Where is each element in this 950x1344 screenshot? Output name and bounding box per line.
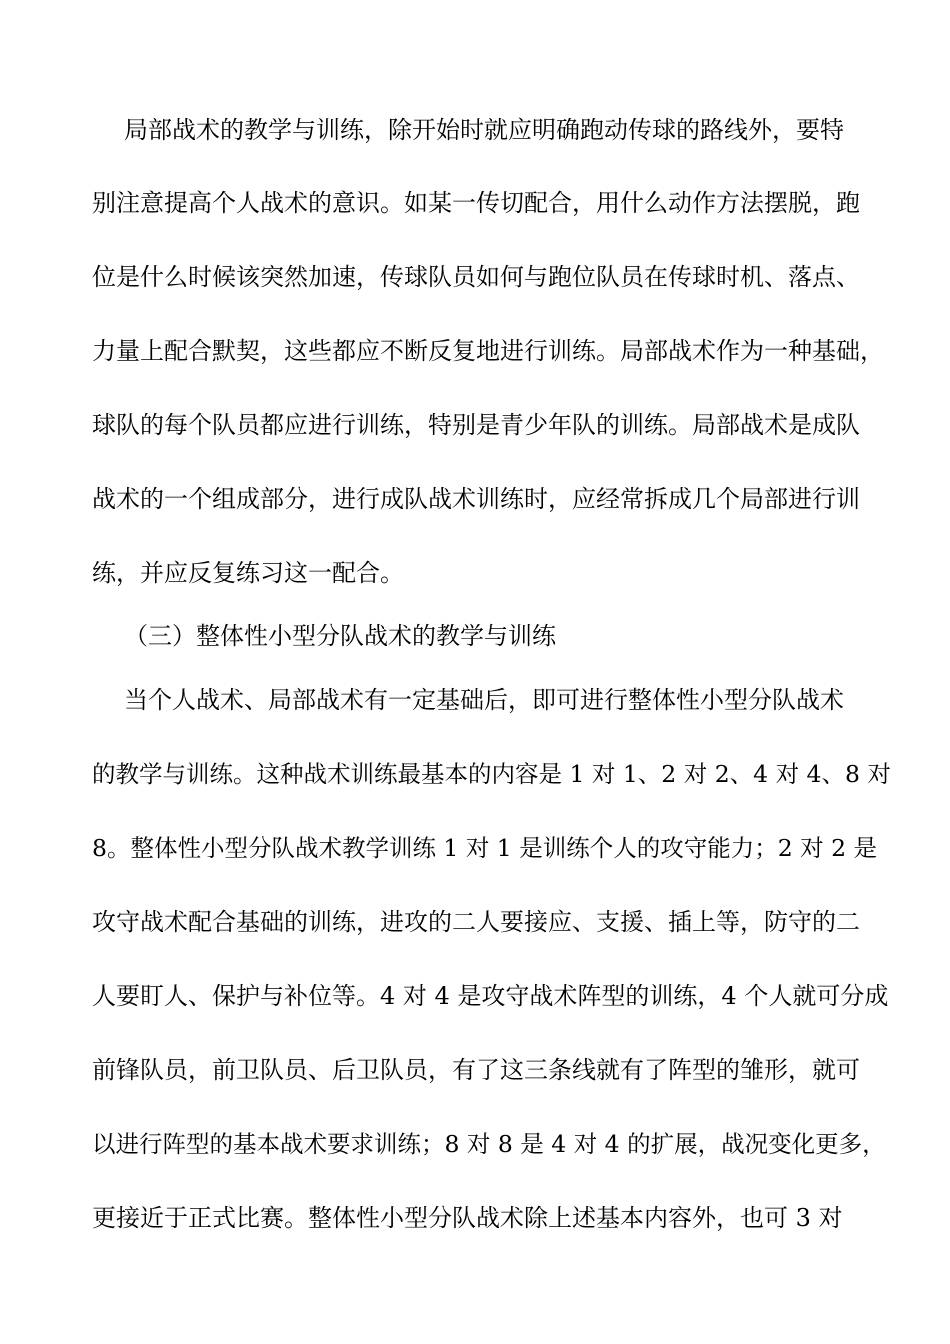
paragraph-line: 更接近于正式比赛。整体性小型分队战术除上述基本内容外，也可 3 对 (92, 1204, 843, 1232)
paragraph-line: 战术的一个组成部分，进行成队战术训练时，应经常拆成几个局部进行训 (92, 485, 860, 513)
paragraph-line: 球队的每个队员都应进行训练，特别是青少年队的训练。局部战术是成队 (92, 411, 860, 439)
paragraph-line: 8。整体性小型分队战术教学训练 1 对 1 是训练个人的攻守能力；2 对 2 是 (92, 834, 878, 862)
paragraph-line: 人要盯人、保护与补位等。4 对 4 是攻守战术阵型的训练，4 个人就可分成 (92, 982, 889, 1010)
paragraph-line: 力量上配合默契，这些都应不断反复地进行训练。局部战术作为一种基础， (92, 337, 884, 365)
paragraph-line: 别注意提高个人战术的意识。如某一传切配合，用什么动作方法摆脱，跑 (92, 189, 860, 217)
section-heading: （三）整体性小型分队战术的教学与训练 (124, 622, 556, 650)
paragraph-line: 位是什么时候该突然加速，传球队员如何与跑位队员在传球时机、落点、 (92, 263, 860, 291)
paragraph-line: 前锋队员，前卫队员、后卫队员，有了这三条线就有了阵型的雏形，就可 (92, 1056, 860, 1084)
paragraph-line: 练，并应反复练习这一配合。 (92, 559, 404, 587)
paragraph-line: 局部战术的教学与训练，除开始时就应明确跑动传球的路线外，要特 (124, 116, 844, 144)
paragraph-line: 以进行阵型的基本战术要求训练；8 对 8 是 4 对 4 的扩展，战况变化更多， (92, 1130, 886, 1158)
paragraph-line: 当个人战术、局部战术有一定基础后，即可进行整体性小型分队战术 (124, 686, 844, 714)
paragraph-line: 的教学与训练。这种战术训练最基本的内容是 1 对 1、2 对 2、4 对 4、8 对 (92, 760, 891, 788)
paragraph-line: 攻守战术配合基础的训练，进攻的二人要接应、支援、插上等，防守的二 (92, 908, 860, 936)
